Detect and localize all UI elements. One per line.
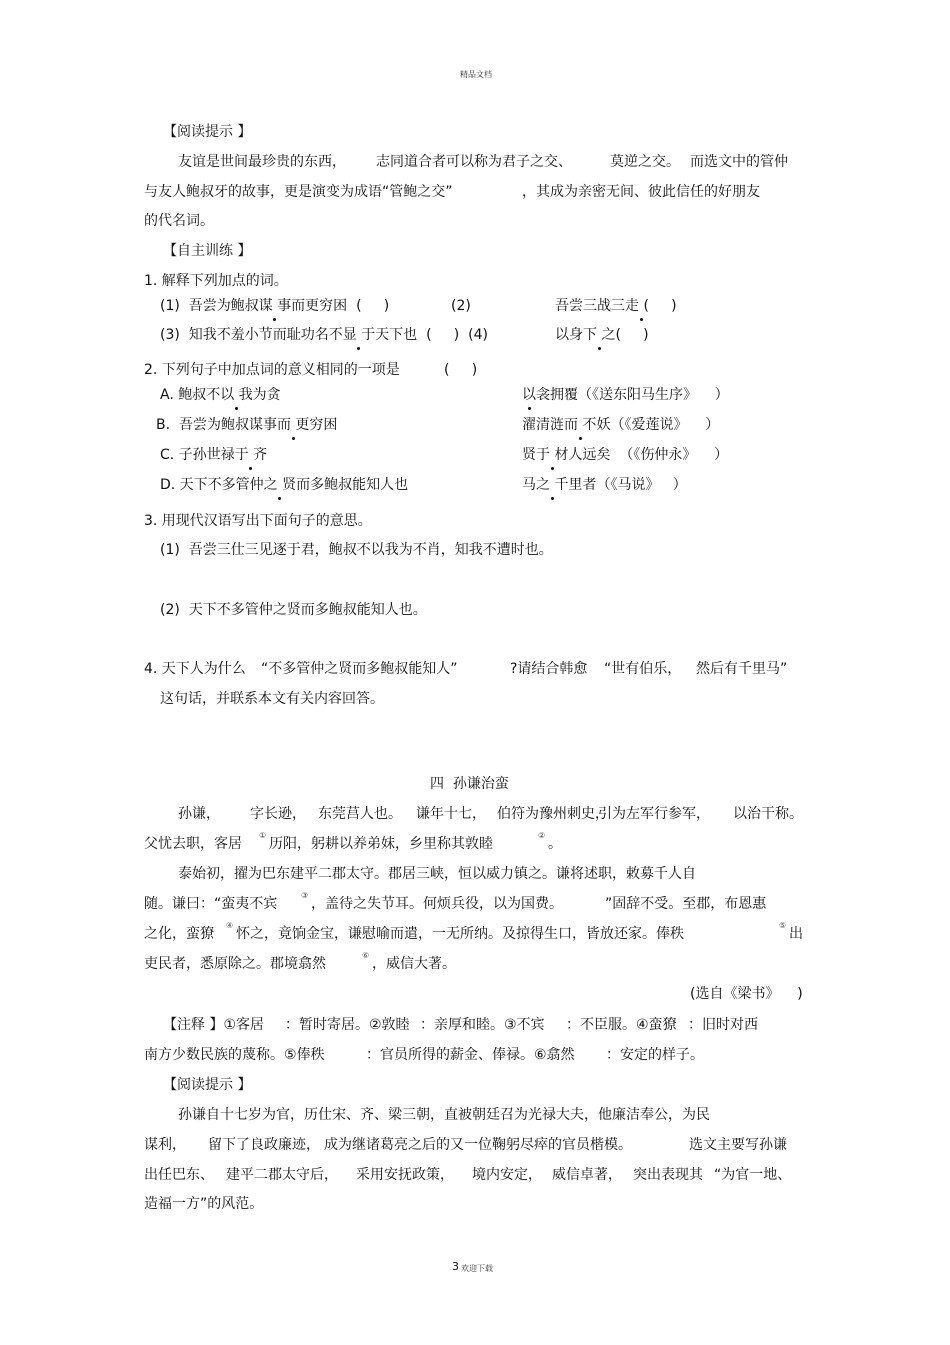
q2-option-b-left: B. 吾尝为鲍叔谋事而 更穷困 <box>156 417 338 433</box>
source-citation: (选自《梁书》 ) <box>690 986 803 1002</box>
q1-item-2: 吾尝三战三走 ( ) <box>555 298 677 314</box>
question-1: 1. 解释下列加点的词。 <box>144 273 288 289</box>
question-3: 3. 用现代汉语写出下面句子的意思。 <box>144 513 372 529</box>
hint-text: 留下了良政廉迹， <box>208 1137 320 1153</box>
notes-text: ：安定的样子。 <box>606 1047 704 1063</box>
passage-text: 谦年十七， <box>416 806 486 822</box>
footnote-marker: ⑥ <box>362 951 370 960</box>
training-heading: 【自主训练 】 <box>163 243 252 259</box>
question-4: “世有伯乐， <box>604 661 682 677</box>
hint-text: 选文主要写孙谦 <box>689 1137 787 1153</box>
hint-text: 采用安抚政策， <box>356 1167 454 1183</box>
passage-text: 东莞莒人也。 <box>318 806 402 822</box>
q2-option-a-left: A. 鲍叔不以 我为贪 <box>160 387 281 403</box>
hint-text: 的代名词。 <box>144 213 214 229</box>
q1-item-4: 以身下 之( ) <box>555 327 649 343</box>
notes-text: 【注释 】①客居 <box>163 1017 265 1033</box>
q2-option-c-right: 贤于 材人远矣 （《伤仲永》 ） <box>522 447 729 463</box>
dotted-char <box>273 297 277 315</box>
passage-text: 随。谦曰：“蛮夷不宾 <box>144 896 278 912</box>
notes-text: ：旧时对西 <box>688 1017 758 1033</box>
footer-text: 欢迎下载 <box>461 1264 493 1273</box>
passage-text: 历阳，躬耕以养弟妹，乡里称其敦睦 <box>269 836 493 852</box>
passage-text: ，威信大著。 <box>372 956 456 972</box>
q1-item-2-label: (2) <box>451 298 471 314</box>
passage-text: 出 <box>789 926 803 942</box>
passage-text: 吏民者，悉原除之。郡境翕然 <box>144 956 326 972</box>
passage-text: 引为左军行参军， <box>598 806 710 822</box>
passage-text: 孙谦， <box>178 806 220 822</box>
footnote-marker: ⑤ <box>779 921 787 930</box>
question-4: 然后有千里马” <box>696 661 788 677</box>
question-4: 4. 天下人为什么 <box>144 661 246 677</box>
hint-text: 建平二郡太守后， <box>226 1167 338 1183</box>
q2-option-a-right: 以衾拥覆（《送东阳马生序》 ） <box>522 387 729 403</box>
question-2: 2. 下列句子中加点词的意义相同的一项是 <box>144 362 400 378</box>
footnote-marker: ④ <box>226 921 234 930</box>
page-header: 精品文档 <box>460 70 492 79</box>
passage-text: 以治干称。 <box>733 806 803 822</box>
hint-text: 造福一方”的风范。 <box>144 1196 264 1212</box>
hint-text: 威信卓著， <box>552 1167 622 1183</box>
question-4: ?请结合韩愈 <box>510 661 588 677</box>
hint-text: 志同道合者可以称为君子之交、 <box>376 154 572 170</box>
q1-item-1: (1) 吾尝为鲍叔谋 事而更穷困 ( ) <box>160 298 390 314</box>
footnote-marker: ② <box>538 831 546 840</box>
q1-item-3: (3) 知我不羞小节而耻功名不显 于天下也 ( ) (4) <box>160 327 488 343</box>
hint-text: 突出表现其 <box>633 1167 703 1183</box>
notes-text: 南方少数民族的蔑称。⑤俸秩 <box>144 1047 325 1063</box>
hint-text: 友谊是世间最珍贵的东西， <box>178 154 346 170</box>
notes-text: ：官员所得的薪金、俸禄。⑥翕然 <box>366 1047 575 1063</box>
q2-option-b-right: 濯清涟而 不妖（《爱莲说》 ） <box>522 417 720 433</box>
q3-item-1: (1) 吾尝三仕三见逐于君，鲍叔不以我为不肖，知我不遭时也。 <box>160 542 553 558</box>
hint-text: “为官一地、 <box>714 1167 792 1183</box>
passage-text: 泰始初，擢为巴东建平二郡太守。郡居三峡，恒以威力镇之。谦将述职，敕募千人自 <box>178 866 696 882</box>
passage-text: ”固辞不受。至郡，布恩惠 <box>605 896 767 912</box>
hint-text: 谋利， <box>144 1137 186 1153</box>
q2-option-d-left: D. 天下不多管仲之 贤而多鲍叔能知人也 <box>160 477 409 493</box>
notes-text: ：亲厚和睦。③不宾 <box>420 1017 545 1033</box>
section-title: 四 孙谦治蛮 <box>430 776 509 792</box>
q3-item-2: (2) 天下不多管仲之贤而多鲍叔能知人也。 <box>160 602 427 618</box>
page-number: 3 <box>452 1260 459 1273</box>
hint-text: 成为继诸葛亮之后的又一位鞠躬尽瘁的官员楷模。 <box>324 1137 632 1153</box>
passage-text: 字长逊， <box>250 806 306 822</box>
reading-hint-heading: 【阅读提示 】 <box>163 1077 252 1093</box>
hint-text: 与友人鲍叔牙的故事，更是演变为成语“管鲍之交” <box>144 184 453 200</box>
hint-text: 孙谦自十七岁为官，历仕宋、齐、梁三朝，直被朝廷召为光禄大夫，他廉洁奉公，为民 <box>178 1107 710 1123</box>
footnote-marker: ③ <box>301 891 309 900</box>
passage-text: ，盖待之失节耳。何烦兵役，以为国费。 <box>311 896 563 912</box>
reading-hint-heading: 【阅读提示 】 <box>163 124 252 140</box>
notes-text: ：不臣服。④蛮獠 <box>566 1017 677 1033</box>
hint-text: 境内安定， <box>472 1167 542 1183</box>
question-4: “不多管仲之贤而多鲍叔能知人” <box>261 661 458 677</box>
hint-text: ，其成为亲密无间、彼此信任的好朋友 <box>522 184 760 200</box>
q2-option-d-right: 马之 千里者（《马说》 ） <box>522 477 687 493</box>
passage-text: 之化，蛮獠 <box>144 926 214 942</box>
passage-text: 父忧去职，客居 <box>144 836 242 852</box>
notes-text: ：暂时寄居。②敦睦 <box>285 1017 410 1033</box>
q2-option-c-left: C. 子孙世禄于 齐 <box>160 447 268 463</box>
passage-text: 怀之，竟饷金宝，谦慰喻而遣，一无所纳。及掠得生口，皆放还家。俸秩 <box>236 926 684 942</box>
footnote-marker: ① <box>259 831 267 840</box>
q2-paren: ( ) <box>444 362 478 378</box>
hint-text: 出任巴东、 <box>144 1167 214 1183</box>
hint-text: 莫逆之交。 <box>610 154 680 170</box>
question-4-cont: 这句话，并联系本文有关内容回答。 <box>160 691 384 707</box>
hint-text: 而选文中的管仲 <box>690 154 788 170</box>
passage-text: 伯符为豫州刺史， <box>497 806 609 822</box>
passage-text: 。 <box>548 836 562 852</box>
